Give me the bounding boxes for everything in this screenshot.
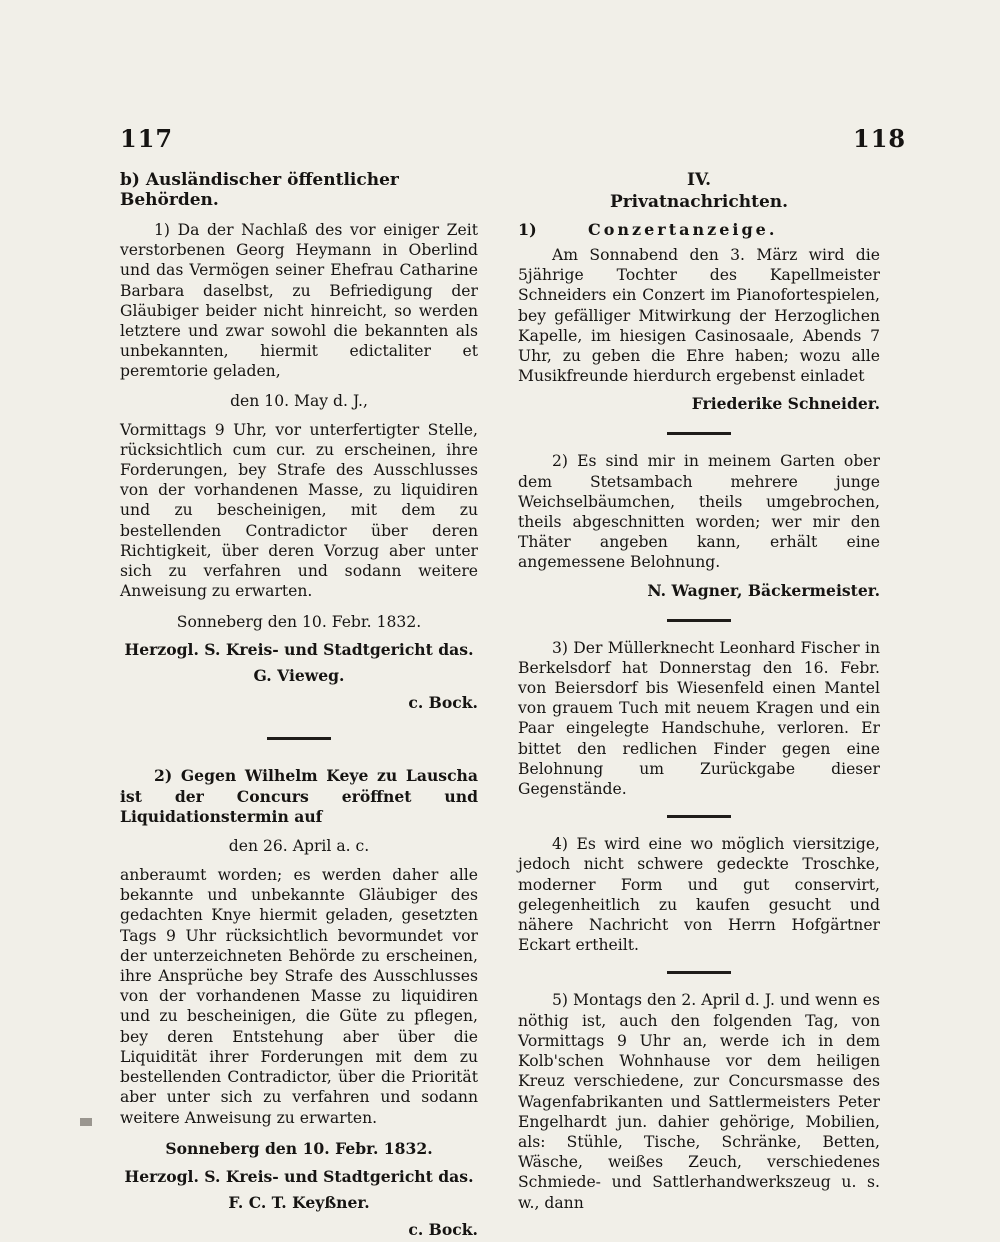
- notice-2-clerk: c. Bock.: [408, 1219, 478, 1239]
- notice-2-signer: F. C. T. Keyßner.: [228, 1192, 370, 1212]
- divider-rule: [667, 432, 731, 435]
- scan-mark: [80, 1118, 92, 1126]
- divider-rule: [267, 737, 331, 740]
- notice-2-text: 2) Gegen Wilhelm Keye zu Lauscha ist der Concurs eröffnet und Liquidationstermin auf: [120, 766, 478, 826]
- item-1-title: Conzertanzeige.: [588, 220, 778, 239]
- item-3-text: 3) Der Müllerknecht Leonhard Fischer in Berkelsdorf hat Donnerstag den 16. Febr. von Beiersdorf bis Wiesenfeld einen Mantel von grauem Tuch mit neuem Kragen und ein Paar eingelegte Handschuhe, verloren. Er bittet den redlichen Finder gegen eine Belohnung um Zurückgabe dieser Gegenstände.: [518, 638, 880, 799]
- notice-2: [120, 766, 478, 1241]
- item-1-heading: [518, 220, 880, 239]
- item-1-signature: Friederike Schneider.: [691, 394, 880, 414]
- item-4: [518, 834, 880, 955]
- page-number-left: 117: [120, 124, 174, 153]
- divider-rule: [667, 619, 731, 622]
- notice-2-text-continued: anberaumt worden; es werden daher alle bekannte und unbekannte Gläubiger des gedachten Knye hiermit geladen, gesetzten Tags 9 Uhr rücksichtlich bevormundet vor der unterzeichneten Behörde zu erscheinen, ihre Ansprüche bey Strafe des Ausschlusses von der vorhandenen Masse zu liquidiren und zu bescheinigen, die Güte zu pflegen, bey deren Entstehung aber über die Liquidität ihrer Forderungen mit dem zu bestellenden Contradictor, über die Priorität aber unter sich zu verfahren und sodann weitere Anweisung zu erwarten.: [120, 866, 478, 1127]
- section-heading: b) Ausländischer öffentlicher Behörden.: [120, 170, 399, 210]
- notice-1-text-continued: Vormittags 9 Uhr, vor unterfertigter Stelle, rücksichtlich cum cur. zu erscheinen, ihre Forderungen, bey Strafe des Ausschlusses von der vorhandenen Masse, zu liquidiren und zu bescheinigen, mit dem zu bestellenden Contradictor über deren Richtigkeit, über deren Vorzug aber unter sich zu verfahren und sodann weitere Anweisung zu erwarten.: [120, 420, 478, 601]
- divider-rule: [667, 815, 731, 818]
- notice-2-date: den 26. April a. c.: [228, 837, 370, 856]
- item-1-text: Am Sonnabend den 3. März wird die 5jährige Tochter des Kapellmeister Schneiders ein Conzert im Pianofortespielen, bey gefälliger Mitwirkung der Herzoglichen Kapelle, im hiesigen Casinosaale, Abends 7 Uhr, zu geben die Ehre haben; wozu alle Musikfreunde hierdurch ergebenst einladet: [518, 246, 880, 386]
- section-title: Privatnachrichten.: [609, 192, 789, 212]
- item-1: [518, 220, 880, 416]
- notice-1-text: 1) Da der Nachlaß des vor einiger Zeit verstorbenen Georg Heymann in Oberlind und das Vermögen seiner Ehefrau Catharine Barbara daselbst, zu Befriedigung der Gläubiger beider nicht hinreicht, so werden letztere und zwar sowohl die bekannten als unbekannten, hiermit edictaliter et peremtorie geladen,: [120, 221, 478, 381]
- item-5-text: 5) Montags den 2. April d. J. und wenn es nöthig ist, auch den folgenden Tag, von Vormittags 9 Uhr an, werde ich in dem Kolb'schen Wohnhause vor dem heiligen Kreuz verschiedene, zur Concursmasse des Wagenfabrikanten und Sattlermeisters Peter Engelhardt jun. dahier gehörige, Mobilien, als: Stühle, Tische, Schränke, Betten, Wäsche, weißes Zeuch, verschiedenes Schmiede- und Sattlerhandwerkszeug u. s. w., dann: [518, 991, 880, 1212]
- item-2-text: 2) Es sind mir in meinem Garten ober dem Stetsambach mehrere junge Weichselbäumchen, theils umgebrochen, theils abgeschnitten worden; wer mir den Thäter angeben kann, erhält eine angemessene Belohnung.: [518, 452, 880, 572]
- item-1-number: 1): [518, 220, 537, 239]
- left-column: [120, 170, 478, 1242]
- notice-2-place-date: Sonneberg den 10. Febr. 1832.: [165, 1138, 433, 1158]
- right-column: [518, 170, 880, 1213]
- notice-1-clerk: c. Bock.: [408, 693, 478, 713]
- notice-1-court: Herzogl. S. Kreis- und Stadtgericht das.: [124, 640, 474, 660]
- item-2-signature: N. Wagner, Bäckermeister.: [647, 580, 880, 600]
- notice-1-date: den 10. May d. J.,: [230, 391, 368, 410]
- page-number-right: 118: [853, 124, 907, 153]
- item-5: [518, 990, 880, 1212]
- item-2: [518, 451, 880, 602]
- notice-1-signer: G. Vieweg.: [253, 666, 345, 686]
- section-number: IV.: [686, 170, 712, 190]
- item-3: [518, 638, 880, 800]
- divider-rule: [667, 971, 731, 974]
- notice-1-place-date: Sonneberg den 10. Febr. 1832.: [176, 613, 422, 632]
- notice-2-court: Herzogl. S. Kreis- und Stadtgericht das.: [124, 1166, 474, 1186]
- item-4-text: 4) Es wird eine wo möglich viersitzige, jedoch nicht schwere gedeckte Troschke, moderner Form und gut conservirt, gelegenheitlich zu kaufen gesucht und nähere Nachricht von Herrn Hofgärtner Eckart ertheilt.: [518, 835, 880, 955]
- notice-1: [120, 220, 478, 715]
